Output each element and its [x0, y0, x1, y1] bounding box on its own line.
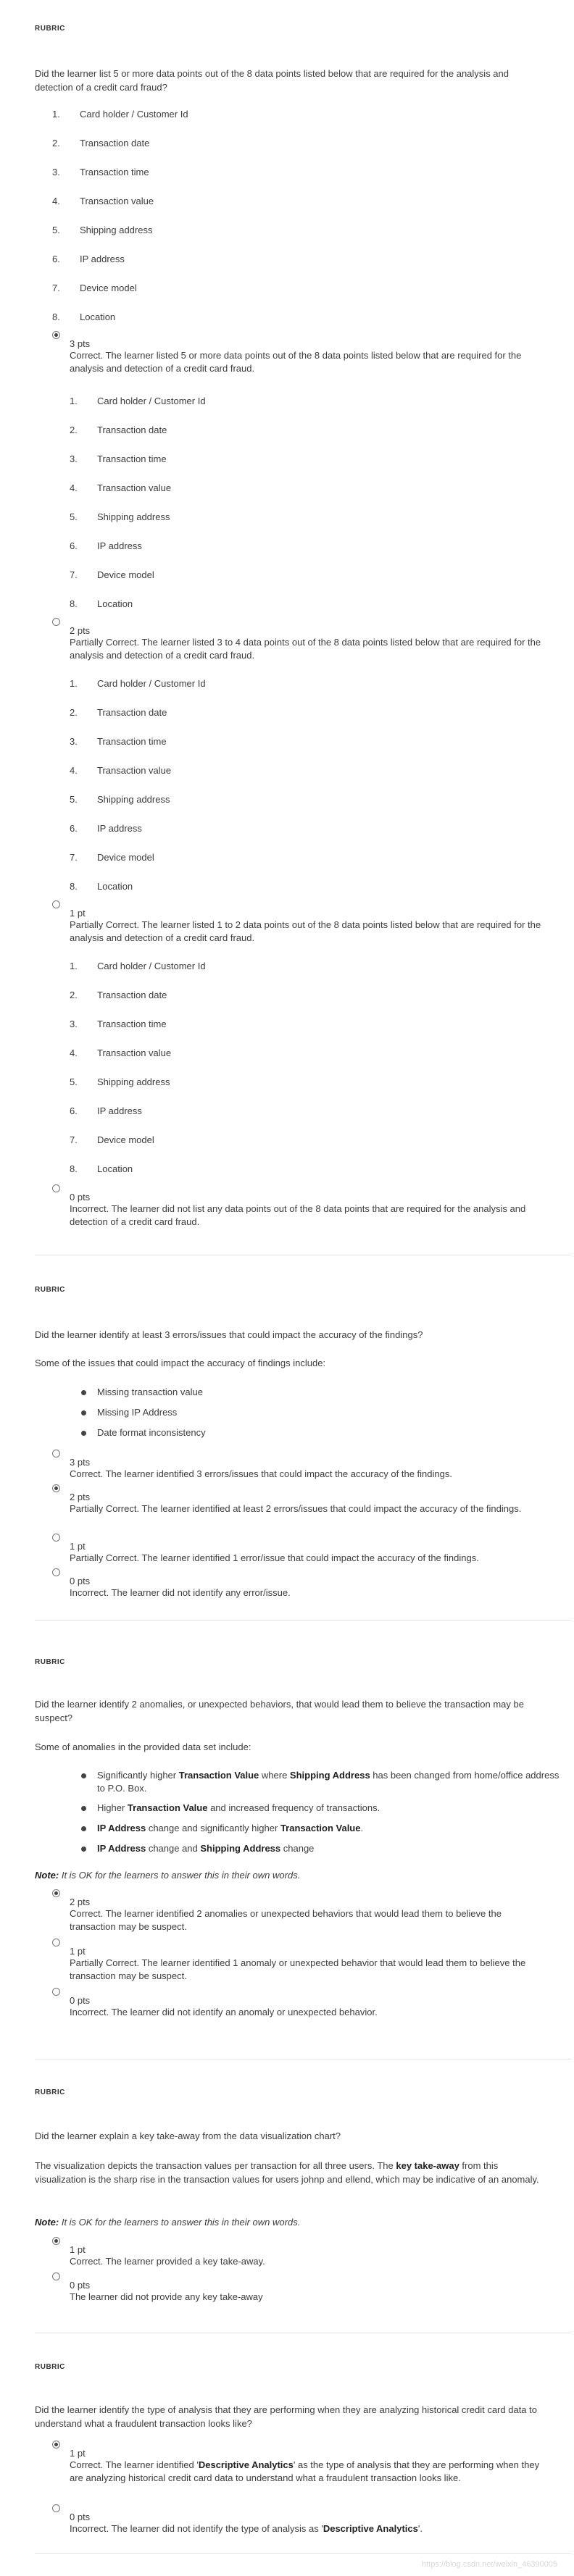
list-item: Transaction time: [97, 736, 167, 747]
points-label: 1 pt: [70, 908, 86, 919]
radio-button[interactable]: [52, 2237, 60, 2245]
bullet-dot: [81, 1773, 86, 1778]
rating-description: Partially Correct. The learner listed 1 to 2 data points out of the 8 data points listed below that are required for the analysis and detection of a credit card fraud.: [70, 919, 541, 943]
list-number: 2.: [70, 707, 78, 718]
list-item: Location: [97, 1163, 133, 1174]
list-number: 1.: [70, 961, 78, 971]
bullet-item: IP Address change and significantly higher Transaction Value.: [97, 1823, 364, 1833]
radio-button[interactable]: [52, 1484, 60, 1492]
list-number: 8.: [70, 1163, 78, 1174]
points-label: 1 pt: [70, 1946, 86, 1957]
bullet-dot: [81, 1431, 86, 1436]
bullet-item: Missing IP Address: [97, 1407, 178, 1418]
intro-text: Some of anomalies in the provided data set include:: [35, 1741, 251, 1752]
rubric-label: RUBRIC: [35, 1658, 65, 1666]
list-number: 2.: [70, 990, 78, 1000]
rubric-label: RUBRIC: [35, 2088, 65, 2096]
bullet-item: Missing transaction value: [97, 1387, 203, 1397]
radio-button[interactable]: [52, 2441, 60, 2449]
list-number: 8.: [70, 881, 78, 892]
points-label: 3 pts: [70, 1457, 91, 1468]
points-label: 0 pts: [70, 2280, 91, 2291]
section-divider: [35, 1620, 571, 1621]
radio-button[interactable]: [52, 1568, 60, 1576]
points-label: 0 pts: [70, 1995, 91, 2006]
radio-button[interactable]: [52, 1939, 60, 1946]
list-item: Shipping address: [80, 225, 153, 235]
list-number: 6.: [70, 1105, 78, 1116]
list-item: Transaction date: [80, 138, 150, 149]
list-number: 5.: [70, 794, 78, 805]
list-item: Shipping address: [97, 794, 170, 805]
note-text: Note: It is OK for the learners to answer this in their own words.: [35, 2217, 301, 2228]
points-label: 1 pt: [70, 2448, 86, 2459]
list-number: 6.: [70, 823, 78, 834]
list-item: Device model: [97, 569, 154, 580]
list-item: Device model: [97, 852, 154, 863]
bullet-dot: [81, 1806, 86, 1811]
list-item: Device model: [97, 1134, 154, 1145]
paragraph-text: The visualization depicts the transaction values per transaction for all three users. The key take-away from this visualization is the sharp rise in the transaction values for users johnp and ellend, which may be indicative of an anomaly.: [35, 2160, 539, 2185]
section-divider: [35, 2553, 571, 2554]
rating-description: Partially Correct. The learner listed 3 to 4 data points out of the 8 data points listed below that are required for the analysis and detection of a credit card fraud.: [70, 637, 541, 661]
list-item: Transaction date: [97, 990, 167, 1000]
list-item: Transaction value: [80, 196, 154, 206]
radio-button[interactable]: [52, 1988, 60, 1996]
list-number: 2.: [70, 425, 78, 435]
watermark-text: https://blog.csdn.net/weixin_46390005: [422, 2560, 558, 2569]
rating-description: Incorrect. The learner did not identify an anomaly or unexpected behavior.: [70, 2007, 378, 2017]
rubric-label: RUBRIC: [35, 25, 65, 33]
bullet-dot: [81, 1410, 86, 1415]
list-number: 7.: [70, 1134, 78, 1145]
list-item: Transaction time: [80, 167, 149, 177]
list-item: IP address: [80, 254, 125, 264]
list-item: Location: [97, 598, 133, 609]
list-item: IP address: [97, 540, 142, 551]
radio-button[interactable]: [52, 1450, 60, 1458]
list-number: 2.: [52, 138, 60, 149]
points-label: 2 pts: [70, 1492, 91, 1502]
rubric-label: RUBRIC: [35, 2363, 65, 2371]
points-label: 3 pts: [70, 338, 91, 349]
rating-description: Correct. The learner listed 5 or more data points out of the 8 data points listed below that are required for the analysis and detection of a credit card fraud.: [70, 350, 522, 374]
list-item: Transaction time: [97, 453, 167, 464]
list-number: 4.: [70, 1047, 78, 1058]
bullet-dot: [81, 1826, 86, 1831]
list-number: 1.: [70, 678, 78, 689]
bullet-item: Higher Transaction Value and increased frequency of transactions.: [97, 1802, 380, 1813]
list-item: Transaction date: [97, 425, 167, 435]
list-item: Location: [97, 881, 133, 892]
list-number: 7.: [70, 852, 78, 863]
list-number: 1.: [52, 109, 60, 120]
points-label: 2 pts: [70, 625, 91, 636]
list-number: 3.: [70, 1019, 78, 1029]
list-number: 8.: [70, 598, 78, 609]
list-number: 3.: [70, 736, 78, 747]
radio-button[interactable]: [52, 331, 60, 339]
list-number: 4.: [52, 196, 60, 206]
rating-description: The learner did not provide any key take-away: [70, 2291, 263, 2302]
bullet-item: IP Address change and Shipping Address change: [97, 1843, 315, 1854]
list-item: Transaction time: [97, 1019, 167, 1029]
question-text: Did the learner identify 2 anomalies, or unexpected behaviors, that would lead them to believe the transaction may be suspect?: [35, 1699, 524, 1723]
rating-description: Correct. The learner provided a key take-away.: [70, 2256, 265, 2267]
list-item: Card holder / Customer Id: [97, 961, 206, 971]
list-item: Shipping address: [97, 511, 170, 522]
list-number: 5.: [70, 511, 78, 522]
rating-description: Incorrect. The learner did not list any data points out of the 8 data points that are required for the analysis and detection of a credit card fraud.: [70, 1203, 526, 1227]
points-label: 1 pt: [70, 2244, 86, 2255]
list-item: Card holder / Customer Id: [80, 109, 188, 120]
list-item: IP address: [97, 1105, 142, 1116]
rubric-label: RUBRIC: [35, 1286, 65, 1294]
list-item: Device model: [80, 283, 137, 293]
rating-description: Partially Correct. The learner identified 1 error/issue that could impact the accuracy of the findings.: [70, 1552, 479, 1563]
radio-button[interactable]: [52, 2504, 60, 2512]
list-number: 6.: [70, 540, 78, 551]
list-item: Shipping address: [97, 1076, 170, 1087]
bullet-item: Significantly higher Transaction Value where Shipping Address has been changed from home/office address to P.O. Box.: [97, 1770, 560, 1794]
points-label: 0 pts: [70, 1192, 91, 1203]
points-label: 1 pt: [70, 1541, 86, 1552]
rating-description: Partially Correct. The learner identified 1 anomaly or unexpected behavior that would lead them to believe the transaction may be suspect.: [70, 1957, 526, 1981]
rating-description: Correct. The learner identified 2 anomalies or unexpected behaviors that would lead them to believe the transaction may be suspect.: [70, 1908, 502, 1932]
bullet-item: Date format inconsistency: [97, 1427, 206, 1438]
bullet-dot: [81, 1847, 86, 1852]
radio-button[interactable]: [52, 618, 60, 626]
radio-button[interactable]: [52, 900, 60, 908]
list-item: Card holder / Customer Id: [97, 678, 206, 689]
list-number: 6.: [52, 254, 60, 264]
radio-button[interactable]: [52, 1889, 60, 1897]
list-number: 7.: [52, 283, 60, 293]
list-number: 5.: [70, 1076, 78, 1087]
list-item: Transaction value: [97, 1047, 172, 1058]
question-text: Did the learner explain a key take-away from the data visualization chart?: [35, 2130, 341, 2141]
question-text: Did the learner list 5 or more data points out of the 8 data points listed below that are required for the analysis and detection of a credit card fraud?: [35, 68, 509, 93]
list-item: Transaction date: [97, 707, 167, 718]
points-label: 2 pts: [70, 1897, 91, 1907]
list-number: 1.: [70, 396, 78, 406]
list-number: 4.: [70, 482, 78, 493]
list-number: 5.: [52, 225, 60, 235]
list-item: Transaction value: [97, 765, 172, 776]
question-text: Did the learner identify the type of analysis that they are performing when they are analyzing historical credit card data to understand what a fraudulent transaction looks like?: [35, 2404, 537, 2429]
radio-button[interactable]: [52, 2272, 60, 2280]
list-number: 4.: [70, 765, 78, 776]
question-text: Did the learner identify at least 3 errors/issues that could impact the accuracy of the findings?: [35, 1329, 423, 1340]
points-label: 0 pts: [70, 2512, 91, 2522]
list-item: Card holder / Customer Id: [97, 396, 206, 406]
rating-description: Correct. The learner identified 3 errors/issues that could impact the accuracy of the findings.: [70, 1468, 452, 1479]
rating-description: Incorrect. The learner did not identify the type of analysis as 'Descriptive Analytics'.: [70, 2523, 423, 2534]
note-text: Note: It is OK for the learners to answer this in their own words.: [35, 1870, 301, 1881]
list-number: 3.: [52, 167, 60, 177]
list-item: Transaction value: [97, 482, 172, 493]
intro-text: Some of the issues that could impact the accuracy of findings include:: [35, 1358, 326, 1368]
list-item: IP address: [97, 823, 142, 834]
points-label: 0 pts: [70, 1576, 91, 1586]
list-number: 7.: [70, 569, 78, 580]
list-item: Location: [80, 311, 116, 322]
radio-button[interactable]: [52, 1184, 60, 1192]
bullet-dot: [81, 1390, 86, 1395]
rating-description: Correct. The learner identified 'Descriptive Analytics' as the type of analysis that they are performing when they are analyzing historical credit card data to understand what a fraudulent transaction looks like.: [70, 2459, 540, 2483]
radio-button[interactable]: [52, 1534, 60, 1542]
rating-description: Partially Correct. The learner identified at least 2 errors/issues that could impact the accuracy of the findings.: [70, 1503, 522, 1514]
list-number: 8.: [52, 311, 60, 322]
rating-description: Incorrect. The learner did not identify any error/issue.: [70, 1587, 291, 1598]
list-number: 3.: [70, 453, 78, 464]
